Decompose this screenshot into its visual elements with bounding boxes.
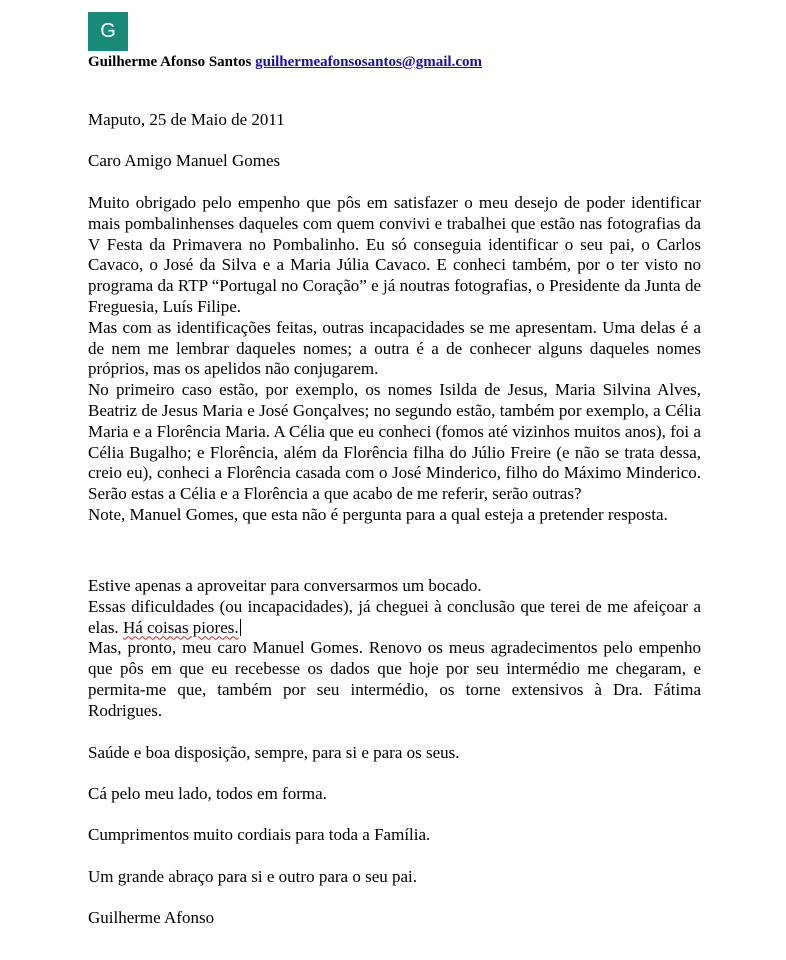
text-cursor (240, 619, 241, 636)
letter-body-block-1 (88, 193, 701, 526)
sender-avatar[interactable]: G (88, 12, 128, 51)
paragraph-1: Muito obrigado pelo empenho que pôs em satisfazer o meu desejo de poder identificar mais pombalinhenses daqueles com quem convivi e trabalhei que estão nas fotografias da V Festa da Primavera no Pombalinho. Eu só conseguia identificar o seu pai, o Carlos Cavaco, o José da Silva e a Maria Júlia Cavaco. E conheci também, por o ter visto no programa da RTP “Portugal no Coração” e já noutras fotografias, o Presidente da Junta de Freguesia, Luís Filipe. (88, 193, 701, 316)
paragraph-6-text: Essas dificuldades (ou incapacidades), já cheguei à conclusão que terei de me afeiçoar a elas. (88, 596, 701, 637)
sender-line (88, 52, 482, 72)
paragraph-7: Mas, pronto, meu caro Manuel Gomes. Renovo os meus agradecimentos pelo empenho que pôs em que eu recebesse os dados que hoje por seu intermédio me chegaram, e permita-me que, também por seu intermédio, os torne extensivos à Dra. Fátima Rodrigues. (88, 638, 701, 720)
paragraph-4: Note, Manuel Gomes, que esta não é pergunta para a qual esteja a pretender resposta. (88, 504, 668, 524)
sender-name: Guilherme Afonso Santos (88, 54, 252, 70)
signature-line (88, 908, 701, 929)
closing-line-2 (88, 784, 701, 805)
salutation (88, 151, 701, 172)
letter-body-block-2 (88, 576, 701, 722)
closing-text-2: Cá pelo meu lado, todos em forma. (88, 784, 327, 803)
closing-line-3 (88, 825, 701, 846)
date-line (88, 110, 701, 131)
spellcheck-flagged-text[interactable]: Há coisas piores. (122, 617, 239, 637)
paragraph-2: Mas com as identificações feitas, outras incapacidades se me apresentam. Uma delas é a de nem me lembrar daqueles nomes; a outra é a de conhecer alguns daqueles nomes próprios, mas os apelidos não conjugarem. (88, 317, 701, 379)
closing-text-3: Cumprimentos muito cordiais para toda a Família. (88, 825, 431, 844)
signature-text: Guilherme Afonso (88, 908, 215, 927)
paragraph-3: No primeiro caso estão, por exemplo, os nomes Isilda de Jesus, Maria Silvina Alves, Beatriz de Jesus Maria e José Gonçalves; no segundo estão, também por exemplo, a Célia Maria e a Florência Maria. A Célia que eu conheci (fomos até vizinhos muitos anos), foi a Célia Bugalho; e Florência, além da Florência filha do Júlio Freire (e não se trata dessa, creio eu), conheci a Florência casada com o José Minderico, filho do Máximo Minderico. Serão estas a Célia e a Florência a que acabo de me referir, serão outras? (88, 380, 701, 504)
paragraph-5: Estive apenas a aproveitar para conversarmos um bocado. (88, 576, 482, 595)
sender-email-link[interactable]: guilhermeafonsosantos@gmail.com (255, 54, 482, 70)
closing-text-4: Um grande abraço para si e outro para o seu pai. (88, 867, 418, 886)
closing-text-1: Saúde e boa disposição, sempre, para si e para os seus. (88, 743, 460, 762)
closing-line-4 (88, 867, 701, 888)
salutation-text: Caro Amigo Manuel Gomes (88, 151, 281, 170)
date-text: Maputo, 25 de Maio de 2011 (88, 110, 285, 129)
closing-line-1 (88, 743, 701, 764)
paragraph-6 (88, 597, 701, 639)
